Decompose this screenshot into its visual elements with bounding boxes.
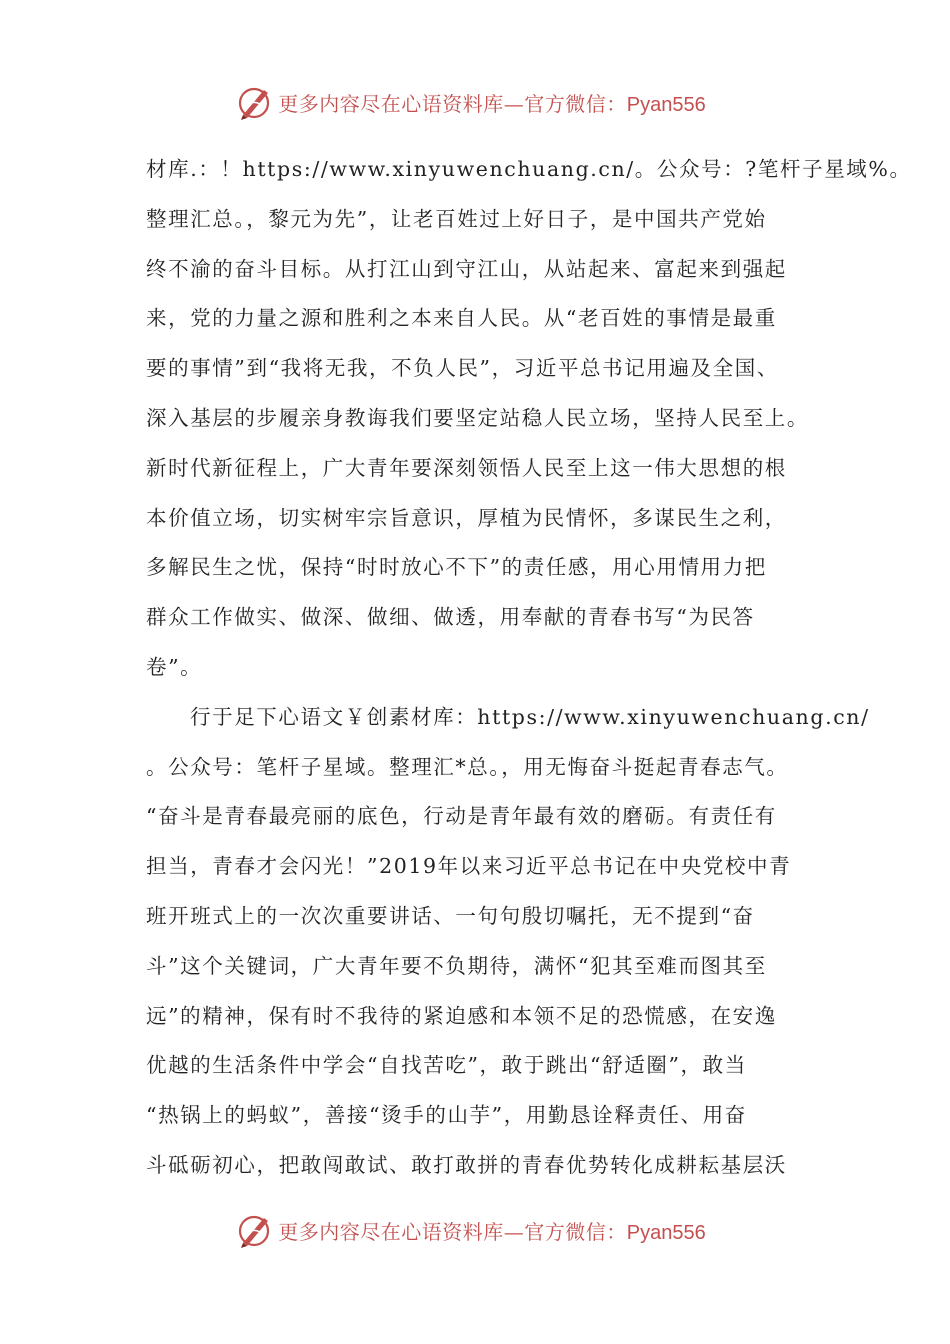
pen-logo-icon: [234, 82, 274, 122]
body-line-indented: 行于足下心语文￥创素材库：https://www.xinyuwenchuang.cn/: [190, 704, 870, 729]
body-line: 多解民生之忧，保持“时时放心不下”的责任感，用心用情用力把: [146, 555, 767, 580]
body-line: 班开班式上的一次次重要讲话、一句句殷切嘱托，无不提到“奋: [146, 903, 755, 928]
body-line: 来，党的力量之源和胜利之本来自人民。从“老百姓的事情是最重: [146, 306, 777, 331]
header-banner: [0, 80, 950, 124]
body-line: 要的事情”到“我将无我，不负人民”，习近平总书记用遍及全国、: [146, 356, 779, 381]
footer-banner-text: [278, 1216, 705, 1245]
body-line: 担当，青春才会闪光！”2019年以来习近平总书记在中央党校中青: [146, 854, 792, 879]
footer-banner-inner: [234, 1210, 705, 1250]
header-banner-label: 更多内容尽在心语资料库—官方微信：: [278, 91, 627, 116]
body-line: 卷”。: [146, 654, 203, 679]
pen-logo-icon: [234, 1210, 274, 1250]
body-line: 优越的生活条件中学会“自找苦吃”，敢于跳出“舒适圈”，敢当: [146, 1053, 747, 1078]
body-line: “奋斗是青春最亮丽的底色，行动是青年最有效的磨砺。有责任有: [146, 804, 777, 829]
body-line: 。公众号：笔杆子星域。整理汇*总。，用无悔奋斗挺起青春志气。: [146, 754, 789, 779]
footer-wechat-id: Pyan556: [626, 1221, 706, 1244]
header-banner-inner: [234, 82, 705, 122]
footer-banner-label: 更多内容尽在心语资料库—官方微信：: [278, 1219, 627, 1244]
body-line: 新时代新征程上，广大青年要深刻领悟人民至上这一伟大思想的根: [146, 455, 787, 480]
body-line: 本价值立场，切实树牢宗旨意识，厚植为民情怀，多谋民生之利，: [146, 505, 787, 530]
body-line: 群众工作做实、做深、做细、做透，用奉献的青春书写“为民答: [146, 605, 755, 630]
header-wechat-id: Pyan556: [626, 93, 706, 116]
header-banner-text: [278, 88, 705, 117]
document-body: [146, 145, 912, 1191]
body-line: 深入基层的步履亲身教诲我们要坚定站稳人民立场，坚持人民至上。: [146, 405, 809, 430]
body-line: 斗砥砺初心，把敢闯敢试、敢打敢拼的青春优势转化成耕耘基层沃: [146, 1152, 787, 1177]
body-line: 整理汇总。，黎元为先”，让老百姓过上好日子，是中国共产党始: [146, 206, 767, 231]
body-line: “热锅上的蚂蚁”，善接“烫手的山芋”，用勤恳诠释责任、用奋: [146, 1103, 747, 1128]
body-line: 斗”这个关键词，广大青年要不负期待，满怀“犯其至难而图其至: [146, 953, 767, 978]
footer-banner: [0, 1208, 950, 1252]
body-line: 终不渝的奋斗目标。从打江山到守江山，从站起来、富起来到强起: [146, 256, 787, 281]
body-line: 材库.：！https://www.xinyuwenchuang.cn/。公众号：?笔杆子星域%。: [146, 157, 912, 181]
body-line: 远”的精神，保有时不我待的紧迫感和本领不足的恐慌感，在安逸: [146, 1003, 777, 1028]
